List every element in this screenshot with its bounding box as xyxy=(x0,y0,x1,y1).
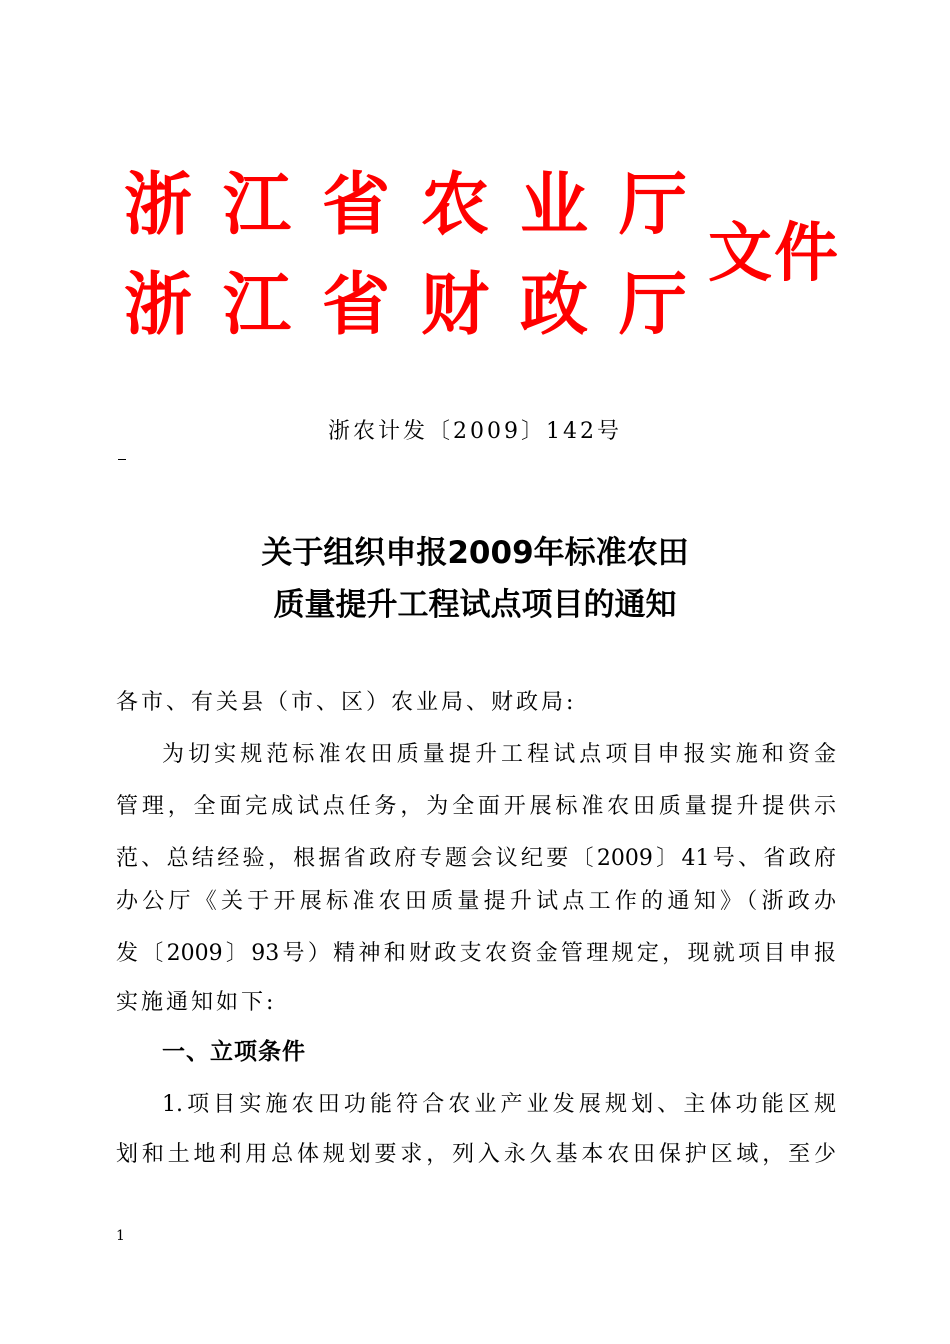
document-suffix: 文件 xyxy=(708,217,840,291)
paragraph-line: 划和土地利用总体规划要求，列入永久基本农田保护区域，至少 xyxy=(116,1142,836,1167)
document-number: 浙农计发〔2009〕142号 xyxy=(328,419,622,444)
paragraph-line: 发〔2009〕93号）精神和财政支农资金管理规定，现就项目申报 xyxy=(116,941,836,966)
paragraph-line: 管理，全面完成试点任务，为全面开展标准农田质量提升提供示 xyxy=(116,794,836,819)
issuer-line-finance: 浙江省财政厅 xyxy=(124,266,719,345)
page-number: 1 xyxy=(116,1228,125,1244)
paragraph-line: 范、总结经验，根据省政府专题会议纪要〔2009〕41号、省政府 xyxy=(116,846,836,871)
paragraph-line: 实施通知如下: xyxy=(116,990,277,1015)
paragraph-line: 1.项目实施农田功能符合农业产业发展规划、主体功能区规 xyxy=(162,1092,836,1117)
paragraph-line: 办公厅《关于开展标准农田质量提升试点工作的通知》（浙政办 xyxy=(116,889,836,914)
salutation: 各市、有关县（市、区）农业局、财政局: xyxy=(116,690,577,715)
section-heading: 一、立项条件 xyxy=(162,1039,306,1065)
separator-mark xyxy=(118,459,126,460)
document-title-line-1: 关于组织申报2009年标准农田 xyxy=(261,535,689,571)
document-title-line-2: 质量提升工程试点项目的通知 xyxy=(273,587,677,623)
paragraph-line: 为切实规范标准农田质量提升工程试点项目申报实施和资金 xyxy=(162,742,836,767)
issuer-line-agriculture: 浙江省农业厅 xyxy=(124,166,719,245)
